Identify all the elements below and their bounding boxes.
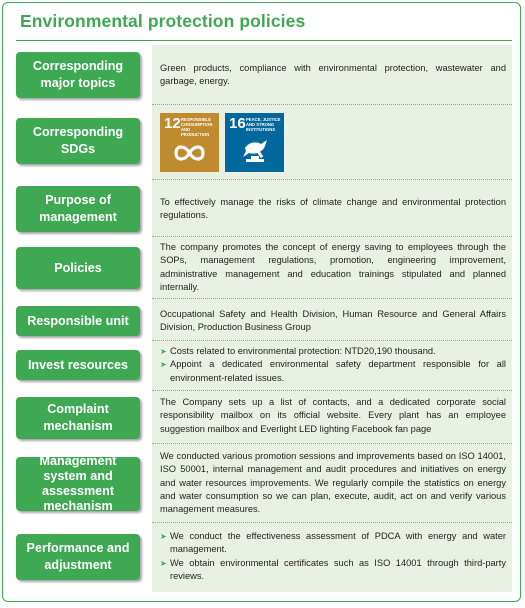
row-divider [152,236,512,237]
row-divider [152,443,512,444]
list-item: ➤ Appoint a dedicated environmental safety department responsible for all environment-related issues. [160,358,506,385]
row-divider [152,340,512,341]
list-item: ➤ We obtain environmental certificates such as ISO 14001 through third-party reviews. [160,557,506,584]
row-text-responsible-unit: Occupational Safety and Health Division, Human Resource and General Affairs Division, Production Business Group [160,309,506,333]
row-text-major-topics: Green products, compliance with environmental protection, wastewater and garbage, energy. [160,63,506,87]
row-label-responsible-unit: Responsible unit [16,306,140,336]
row-divider [152,179,512,180]
sdg-12-tile [160,113,219,172]
list-item: ➤ We conduct the effectiveness assessment of PDCA with energy and water management. [160,530,506,557]
row-bullets-performance [160,530,506,583]
row-label-invest-resources: Invest resources [16,350,140,380]
page-title: Environmental protection policies [20,11,306,31]
sdg-16-number: 16 [229,115,246,132]
bullet-arrow-icon: ➤ [160,532,167,541]
sdg-12-label: RESPONSIBLE CONSUMPTION AND PRODUCTION [181,117,213,137]
row-label-performance: Performance and adjustment [16,534,140,580]
bullet-arrow-icon: ➤ [160,347,167,356]
row-text-management-system: We conducted various promotion sessions and improvements based on ISO 14001, ISO 50001, internal management and audit procedures and initiatives on energy and water resources improvements. We regularly compile the statistics on energy and water consumption so we can plan, execute, audit, act on and verify various management measures. [160,451,506,515]
row-divider [152,298,512,299]
row-bullets-invest-resources [160,345,506,385]
row-text-complaint: The Company sets up a list of contacts, and a dedicated corporate social responsibility mailbox on its official website. Every plant has an employee suggestion mailbox and Everlight LED lighting Facebook fan page [160,397,506,434]
sdg-16-label: PEACE, JUSTICE AND STRONG INSTITUTIONS [246,117,281,132]
row-label-management-system: Management system and assessment mechanism [16,457,140,511]
dove-gavel-icon [225,113,284,172]
row-divider [152,522,512,523]
list-item: ➤ Costs related to environmental protection: NTD20,190 thousand. [160,345,506,358]
sdg-12-number: 12 [164,115,181,132]
row-divider [152,104,512,105]
row-text-purpose: To effectively manage the risks of climate change and environmental protection regulations. [160,197,506,221]
row-text-policies: The company promotes the concept of energy saving to employees through the SOPs, management regulations, promotion, engineering improvement, administrative management and education trainings stipulated and planned internally. [160,242,506,292]
title-divider [16,40,512,41]
sdg-16-tile [225,113,284,172]
row-label-policies: Policies [16,247,140,289]
row-label-major-topics: Corresponding major topics [16,52,140,98]
infinity-icon [160,113,219,172]
bullet-arrow-icon: ➤ [160,360,167,370]
bullet-arrow-icon: ➤ [160,558,167,568]
row-divider [152,390,512,391]
row-label-purpose: Purpose of management [16,186,140,232]
row-label-complaint: Complaint mechanism [16,397,140,439]
row-label-sdgs: Corresponding SDGs [16,118,140,164]
